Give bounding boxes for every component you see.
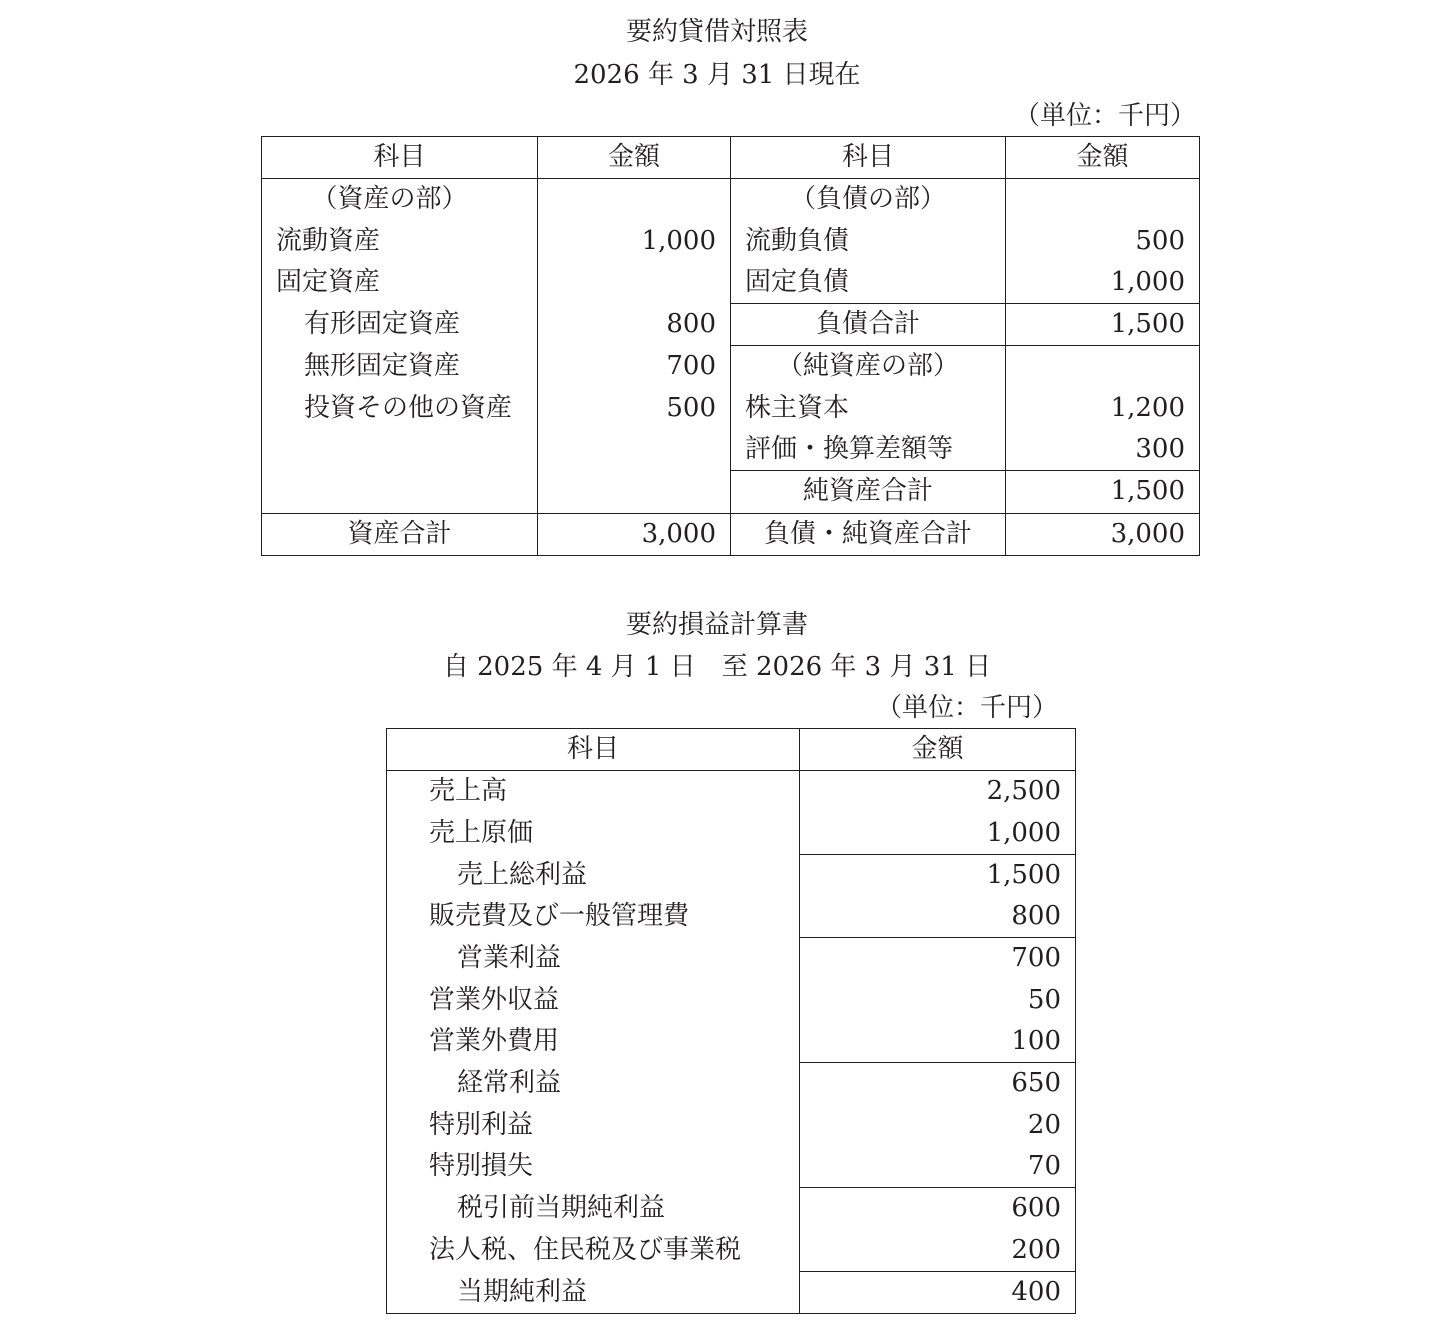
- table-row: [387, 1230, 1076, 1272]
- subtotal-label: 経常利益: [387, 1063, 800, 1105]
- account-cell: [262, 471, 538, 513]
- table-row: [387, 1188, 1076, 1230]
- amount-cell: [538, 429, 731, 471]
- table-row: [387, 813, 1076, 855]
- table-row: [387, 980, 1076, 1021]
- section-heading: （負債の部）: [731, 179, 1006, 221]
- account-cell: 売上原価: [387, 813, 800, 855]
- table-row: [387, 1146, 1076, 1188]
- subtotal-label: 営業利益: [387, 938, 800, 980]
- account-cell: 固定資産: [262, 262, 538, 304]
- balance-sheet-title: 要約貸借対照表: [625, 17, 808, 47]
- header-subject: 科目: [731, 137, 1006, 179]
- table-row: [262, 388, 1200, 429]
- amount-cell: 1,200: [1006, 388, 1200, 429]
- amount-cell: 20: [800, 1105, 1076, 1146]
- account-cell: 法人税、住民税及び事業税: [387, 1230, 800, 1272]
- balance-sheet-date: 2026 年 3 月 31 日現在: [573, 60, 861, 90]
- amount-cell: 200: [800, 1230, 1076, 1272]
- header-amount: 金額: [800, 729, 1076, 771]
- subtotal-label: 税引前当期純利益: [387, 1188, 800, 1230]
- table-row: [387, 938, 1076, 980]
- section-heading: （純資産の部）: [731, 346, 1006, 388]
- account-cell: 特別利益: [387, 1105, 800, 1146]
- amount-cell: 70: [800, 1146, 1076, 1188]
- account-cell: 投資その他の資産: [262, 388, 538, 429]
- table-row: [387, 1271, 1076, 1313]
- total-amount: 3,000: [1006, 513, 1200, 555]
- table-row: [262, 346, 1200, 388]
- amount-cell: 700: [538, 346, 731, 388]
- subtotal-amount: 650: [800, 1063, 1076, 1105]
- account-cell: 販売費及び一般管理費: [387, 896, 800, 938]
- amount-cell: [1006, 346, 1200, 388]
- subtotal-amount: 1,500: [1006, 471, 1200, 513]
- amount-cell: [538, 262, 731, 304]
- header-subject: 科目: [262, 137, 538, 179]
- amount-cell: 1,000: [800, 813, 1076, 855]
- income-statement-unit: （単位：千円）: [875, 693, 1058, 723]
- balance-sheet-table: [261, 136, 1200, 556]
- account-cell: 特別損失: [387, 1146, 800, 1188]
- account-cell: 固定負債: [731, 262, 1006, 304]
- amount-cell: 500: [1006, 221, 1200, 262]
- account-cell: 営業外費用: [387, 1021, 800, 1063]
- subtotal-label: 当期純利益: [387, 1271, 800, 1313]
- table-row: [262, 429, 1200, 471]
- account-cell: [262, 429, 538, 471]
- table-row: [262, 262, 1200, 304]
- income-statement-title: 要約損益計算書: [625, 610, 808, 640]
- account-cell: 流動資産: [262, 221, 538, 262]
- amount-cell: 300: [1006, 429, 1200, 471]
- table-row: [262, 221, 1200, 262]
- account-cell: 有形固定資産: [262, 304, 538, 346]
- account-cell: 無形固定資産: [262, 346, 538, 388]
- income-statement-table: [386, 728, 1076, 1314]
- header-amount: 金額: [538, 137, 731, 179]
- section-heading: （資産の部）: [262, 179, 538, 221]
- amount-cell: 100: [800, 1021, 1076, 1063]
- subtotal-amount: 1,500: [800, 854, 1076, 896]
- amount-cell: 2,500: [800, 771, 1076, 813]
- table-row: [262, 179, 1200, 221]
- amount-cell: 800: [800, 896, 1076, 938]
- account-cell: 営業外収益: [387, 980, 800, 1021]
- amount-cell: 500: [538, 388, 731, 429]
- subtotal-amount: 400: [800, 1271, 1076, 1313]
- header-subject: 科目: [387, 729, 800, 771]
- subtotal-amount: 600: [800, 1188, 1076, 1230]
- subtotal-label: 純資産合計: [731, 471, 1006, 513]
- total-row: [262, 513, 1200, 555]
- table-row: [262, 304, 1200, 346]
- table-row: [387, 854, 1076, 896]
- table-header-row: [387, 729, 1076, 771]
- subtotal-amount: 1,500: [1006, 304, 1200, 346]
- subtotal-amount: 700: [800, 938, 1076, 980]
- table-row: [387, 1105, 1076, 1146]
- balance-sheet-unit: （単位：千円）: [1013, 101, 1196, 131]
- amount-cell: [538, 179, 731, 221]
- table-row: [387, 1063, 1076, 1105]
- total-amount: 3,000: [538, 513, 731, 555]
- table-row: [387, 896, 1076, 938]
- table-row: [262, 471, 1200, 513]
- account-cell: 株主資本: [731, 388, 1006, 429]
- income-statement-period: 自 2025 年 4 月 1 日 至 2026 年 3 月 31 日: [442, 652, 992, 682]
- amount-cell: 50: [800, 980, 1076, 1021]
- table-row: [387, 1021, 1076, 1063]
- header-amount: 金額: [1006, 137, 1200, 179]
- amount-cell: 1,000: [1006, 262, 1200, 304]
- account-cell: 評価・換算差額等: [731, 429, 1006, 471]
- amount-cell: 800: [538, 304, 731, 346]
- account-cell: 売上高: [387, 771, 800, 813]
- subtotal-label: 負債合計: [731, 304, 1006, 346]
- subtotal-label: 売上総利益: [387, 854, 800, 896]
- table-header-row: [262, 137, 1200, 179]
- table-row: [387, 771, 1076, 813]
- total-label: 負債・純資産合計: [731, 513, 1006, 555]
- amount-cell: [538, 471, 731, 513]
- total-label: 資産合計: [262, 513, 538, 555]
- account-cell: 流動負債: [731, 221, 1006, 262]
- amount-cell: 1,000: [538, 221, 731, 262]
- amount-cell: [1006, 179, 1200, 221]
